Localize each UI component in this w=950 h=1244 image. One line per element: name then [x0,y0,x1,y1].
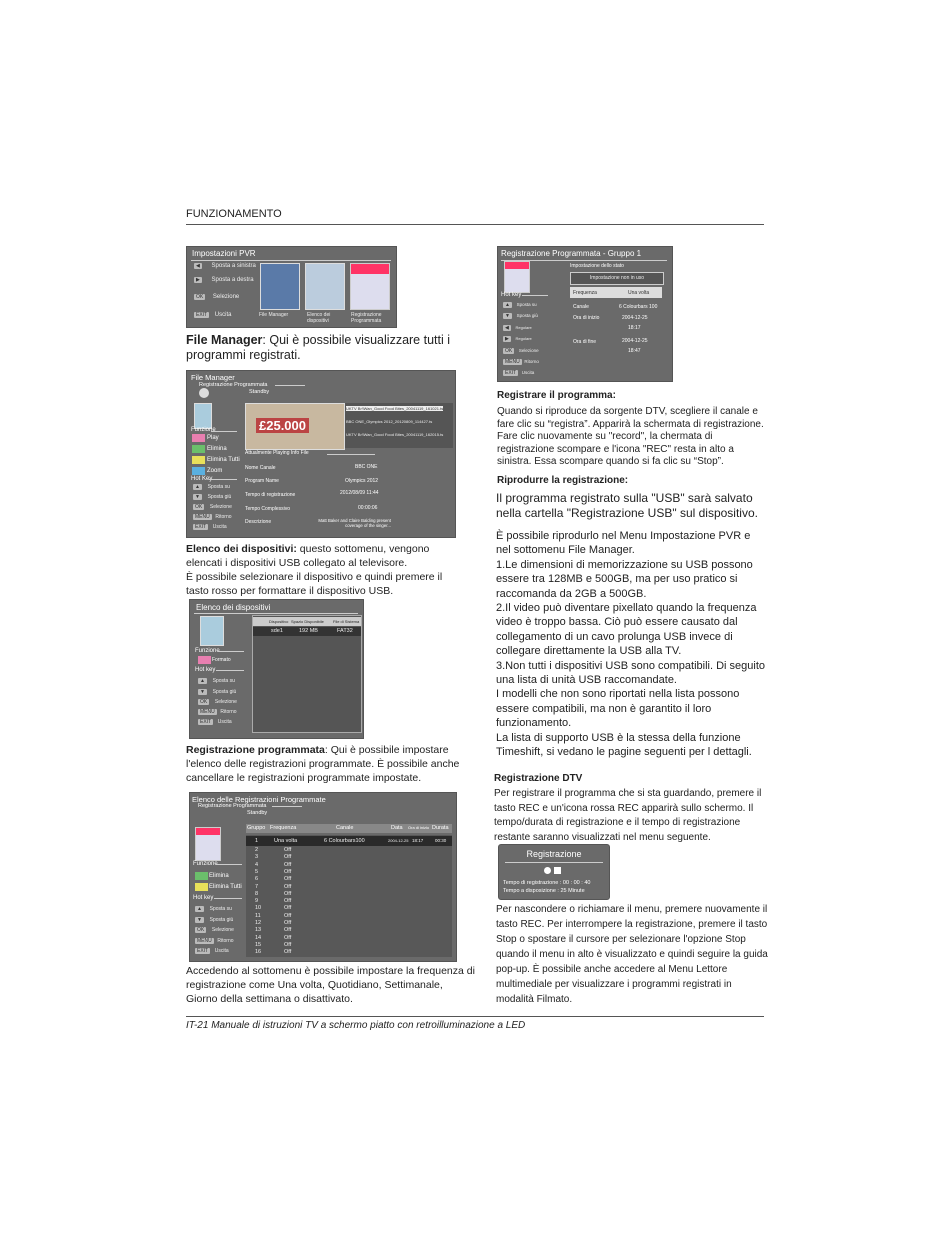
header-rule [186,224,764,225]
record-heading: Registrare il programma: [497,390,616,401]
fm-file[interactable]: UKTV Br'tWan_Good Food Bites_20041119_161021.ts [346,406,444,411]
dev-table: Dispositivo Spazio Disponibile File di Sistema sde1 192 MB FAT32 [252,615,362,733]
fm-preview: £25.000 [245,403,345,450]
group-status-field[interactable]: Impostazione non in uso [570,272,664,285]
record-text: Quando si riproduce da sorgente DTV, scegliere il canale e fare clic su “registra”. Apparirà la schermata di registrazione. Fare clic nuovamente su "record", la chermata di registrazione scompare e l'icona "REC" resta in alto a sinistra. Essa scompare quando si fa clic su “Stop”. [497,406,764,468]
fm-funzione-label: Funzione [191,427,216,433]
sched-row[interactable]: 11 Off [255,912,292,919]
scheduled-list-screen: Elenco delle Registrazioni Programmate Registrazione Programmata Standby Gruppo Frequenza Canale Data Ora di inizio Durata 1 Una volta 6 Colourbars100 2004-12-25 18:17 00:30 2 Off 3 Off 4 Off 5 Off 6 Off 7 Off 8 Off 9 Off 10 Off 11 Off 12 Off 13 Off 14 Off 15 Off 16 Off Funzione Elimina Elimina Tutti Hot key ▲ Sposta su ▼ Sposta giù OK Selezione MENU Ritorno EXIT Uscita [189,792,457,962]
dtv-text: Per registrare il programma che si sta guardando, premere il tasto REC e un'icona rossa REC apparirà sullo schermo. Il tempo/durata di registrazione e il tempo di registrazione restante saranno visualizzati nel menu seguente. [494,788,762,843]
pvr-key-left: ◀ Sposta a sinistra [196,263,256,269]
recording-popup: Registrazione Tempo di registrazione : 00 : 00 : 40 Tempo a disposizione : 25 Minute [498,844,610,900]
pvr-icon-label-sched: Registrazione Programmata [351,312,382,324]
scheduled-recording-icon[interactable] [350,263,390,310]
sched-title: Elenco delle Registrazioni Programmate [192,795,326,804]
recording-popup-title: Registrazione [526,849,582,859]
fm-title: File Manager [191,373,235,382]
pvr-key-right: ▶ Sposta a destra [196,277,254,283]
sched-row[interactable]: 15 Off [255,941,292,948]
sched-row[interactable]: 7 Off [255,883,292,890]
fm-folder-thumb [194,403,212,429]
sched-row[interactable]: 14 Off [255,934,292,941]
replay-details: È possibile riprodurlo nel Menu Impostazione PVR e nel sottomenu File Manager. 1.Le dimensioni di memorizzazione su USB possono essere tra 128MB e 500GB, ma per uso pratico si raccomanda da 2GB a 500GB. 2.Il video può diventare pixellato quando la frequenza video è troppo bassa. Ciò può essere causato dal collegamento di un cavo prolunga USB invece di collegare direttamente la USB alla TV. 3.Non tutti i dispositivi USB sono compatibili. Di seguito una lista di unità USB raccomandate. I modelli che non sono riportati nella lista possono essere compatibili, ma non è garantito il loro funzionamento. La lista di supporto USB è la stessa della funzione Timeshift, si vedano le pagine seguenti per l dettagli. [496,530,766,759]
device-list-icon[interactable] [305,263,345,310]
stop-icon[interactable] [554,867,561,874]
sched-row[interactable]: 12 Off [255,920,292,926]
sched-header-row: Gruppo Frequenza Canale Data Ora di inizio Durata [246,824,452,833]
sched-row[interactable]: 4 Off [255,861,292,868]
sched-row[interactable]: 10 Off [255,905,292,912]
sched-row[interactable]: 9 Off [255,898,292,905]
pvr-icon-label-fm: File Manager [259,312,289,318]
sched-row[interactable]: 1 Una volta 6 Colourbars100 2004-12-25 18:17 00:30 [246,836,452,846]
sched-row[interactable]: 16 Off [255,949,292,956]
pvr-key-exit: EXIT Uscita [196,312,232,318]
sched-row[interactable]: 8 Off [255,890,292,897]
record-icon[interactable] [544,867,551,874]
pvr-title: Impostazioni PVR [192,249,256,258]
replay-note: Il programma registrato sulla "USB" sarà salvato nella cartella "Registrazione USB" sul dispositivo. [496,491,758,520]
file-manager-screen: File Manager Registrazione Programmata Standby £25.000 UKTV Br'tWan_Good Food Bites_20041119_161021.ts BBC ONE_Olympics 2012_20120809_114427.ts UKTV Br'tWan_Good Food Bites_20041119_162015.ts Funzione Play Elimina Elimina Tutti Zoom Hot Key ▲ Sposta su ▼ Sposta giù OK Selezione MENU Ritorno EXIT Uscita Attualmente Playing Info File Nome Canale BBC ONE Program Name Olympics 2012 Tempo di registrazione 2012/08/09 11:44 Tempo Complessivo 00:00:06 Descrizione Matt Baker and Claire Balding present coverage of the singer... [186,370,456,538]
sched-table [246,835,452,957]
dev-row[interactable]: sde1 192 MB FAT32 [253,627,361,636]
file-manager-icon[interactable] [260,263,300,310]
sched-row[interactable]: 3 Off [255,854,292,861]
sched-row[interactable]: 6 Off [255,876,292,883]
group-frequency-row[interactable]: Frequenza Una volta [570,287,662,298]
scheduled-outro: Accedendo al sottomenu è possibile impostare la frequenza di registrazione come Una volta, Quotidiano, Settimanale, Giorno della settimana o disattivato. [186,965,475,1005]
footer-rule [186,1016,764,1017]
replay-heading: Riprodurre la registrazione: [497,475,629,486]
pvr-key-ok: OK Selezione [196,294,240,300]
devices-intro: Elenco dei dispositivi: questo sottomenu, vengono elencati i dispositivi USB collegato al televisore. È possibile selezionare il dispositivo e quindi premere il tasto rosso per formattare il dispositivo USB. [186,543,443,597]
group-title: Registrazione Programmata - Gruppo 1 [501,249,642,258]
file-manager-intro: File Manager: Qui è possibile visualizzare tutti i programmi registrati. [186,333,451,362]
section-header: FUNZIONAMENTO [186,208,282,220]
sched-row[interactable]: 13 Off [255,927,292,934]
fm-hotkey-label: Hot Key [191,476,213,482]
sched-row[interactable]: 2 Off [255,847,292,853]
sched-row[interactable]: 5 Off [255,868,292,875]
fm-file[interactable]: BBC ONE_Olympics 2012_20120809_114427.ts [346,419,433,424]
fm-disc-icon [199,388,209,398]
dtv-heading: Registrazione DTV [494,773,583,784]
footer-text: IT-21 Manuale di istruzioni TV a schermo piatto con retroilluminazione a LED [186,1020,526,1031]
dev-title: Elenco dei dispositivi [196,603,271,612]
final-text: Per nascondere o richiamare il menu, premere nuovamente il tasto REC. Per interrompere la registrazione, premere il tasto Stop o spostare il cursore per selezionare l'opzione Stop quando il menu in alto è visualizzato e quindi seguire la guida pop-up. È possibile anche accedere al Menu Lettore multimediale per visualizzare i programmi registrati in modalità Filmato. [496,904,768,1005]
pvr-settings-screen [186,246,397,328]
scheduled-intro: Registrazione programmata: Qui è possibile impostare l'elenco delle registrazioni programmate. È possibile anche cancellare le registrazioni programmate impostate. [186,744,460,784]
pvr-icon-label-dev: Elenco dei dispositivi [307,312,331,324]
fm-file[interactable]: UKTV Br'tWan_Good Food Bites_20041119_162015.ts [346,432,444,437]
fm-file-list [345,403,453,448]
group-settings-screen: Registrazione Programmata - Gruppo 1 Impostazione dello stato Impostazione non in uso Hot key Frequenza Una volta Canale 6 Colourbars 100 Ora di inizio 2004-12-25 18:17 Ora di fine 2004-12-25 18:47 ▲ Sposta su ▼ Sposta giù ◀ Regolare ▶ Regolare OK Selezione MENU Ritorno EXIT Uscita [497,246,673,382]
device-list-screen: Elenco dei dispositivi Dispositivo Spazio Disponibile File di Sistema sde1 192 MB FAT32 Funzione Formato Hot key ▲ Sposta su ▼ Sposta giù OK Selezione MENU Ritorno EXIT Uscita [189,599,364,739]
